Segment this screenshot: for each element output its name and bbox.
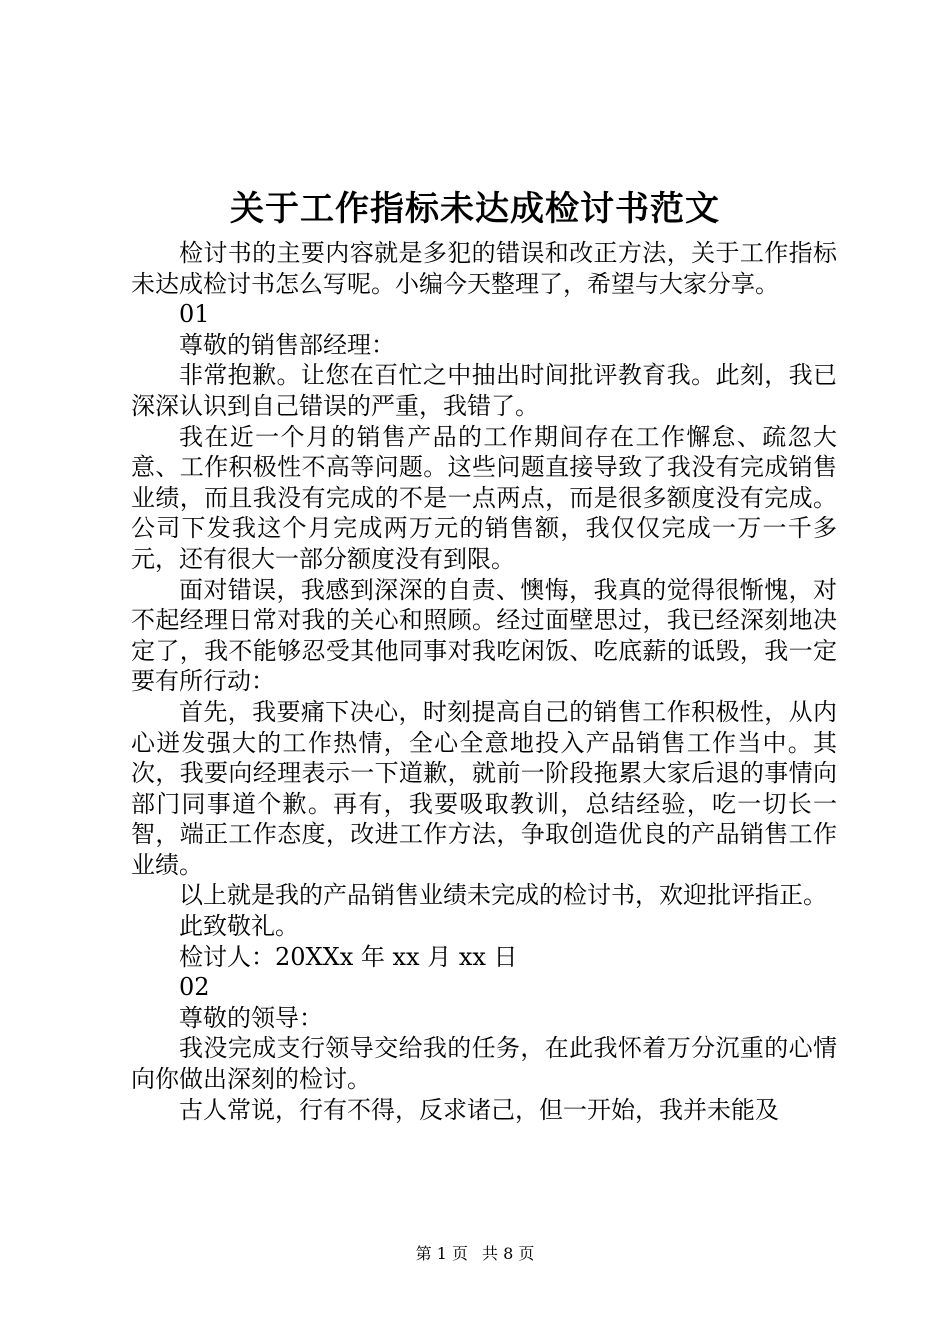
salutation-1: 尊敬的销售部经理： [179,330,395,359]
section-number-01: 01 [179,300,210,329]
paragraph: 面对错误，我感到深深的自责、懊悔，我真的觉得很惭愧，对不起经理日常对我的关心和照顾。经过面壁思过，我已经深刻地决定了，我不能够忍受其他同事对我吃闲饭、吃底薪的诋毁，我一定要有所行动： [131,575,837,696]
document-title: 关于工作指标未达成检讨书范文 [230,189,720,229]
paragraph: 首先，我要痛下决心，时刻提高自己的销售工作积极性，从内心迸发强大的工作热情，全心全意地投入产品销售工作当中。其次，我要向经理表示一下道歉，就前一阶段拖累大家后退的事情向部门同事道个歉。再有，我要吸取教训，总结经验，吃一切长一智，端正工作态度，改进工作方法，争取创造优良的产品销售工作业绩。 [131,697,837,879]
paragraph: 以上就是我的产品销售业绩未完成的检讨书，欢迎批评指正。 [179,881,827,910]
paragraph: 古人常说，行有不得，反求诸己，但一开始，我并未能及 [179,1095,779,1124]
document-body [131,238,837,1125]
closing-line: 此致敬礼。 [179,912,299,941]
page-number-current: 第 1 页 [415,1244,468,1263]
signature-line: 检讨人：20XXx 年 xx 月 xx 日 [179,942,518,971]
salutation-2: 尊敬的领导： [179,1003,323,1032]
section-number-02: 02 [179,973,210,1002]
paragraph-intro: 检讨书的主要内容就是多犯的错误和改正方法，关于工作指标未达成检讨书怎么写呢。小编今天整理了，希望与大家分享。 [131,239,837,298]
paragraph: 我没完成支行领导交给我的任务，在此我怀着万分沉重的心情向你做出深刻的检讨。 [131,1034,837,1094]
page-number-total: 共 8 页 [482,1244,535,1263]
page-footer [0,1243,950,1265]
paragraph: 我在近一个月的销售产品的工作期间存在工作懈怠、疏忽大意、工作积极性不高等问题。这些问题直接导致了我没有完成销售业绩，而且我没有完成的不是一点两点，而是很多额度没有完成。公司下发我这个月完成两万元的销售额，我仅仅完成一万一千多元，还有很大一部分额度没有到限。 [131,422,837,573]
paragraph: 非常抱歉。让您在百忙之中抽出时间批评教育我。此刻，我已深深认识到自己错误的严重，我错了。 [131,361,837,420]
